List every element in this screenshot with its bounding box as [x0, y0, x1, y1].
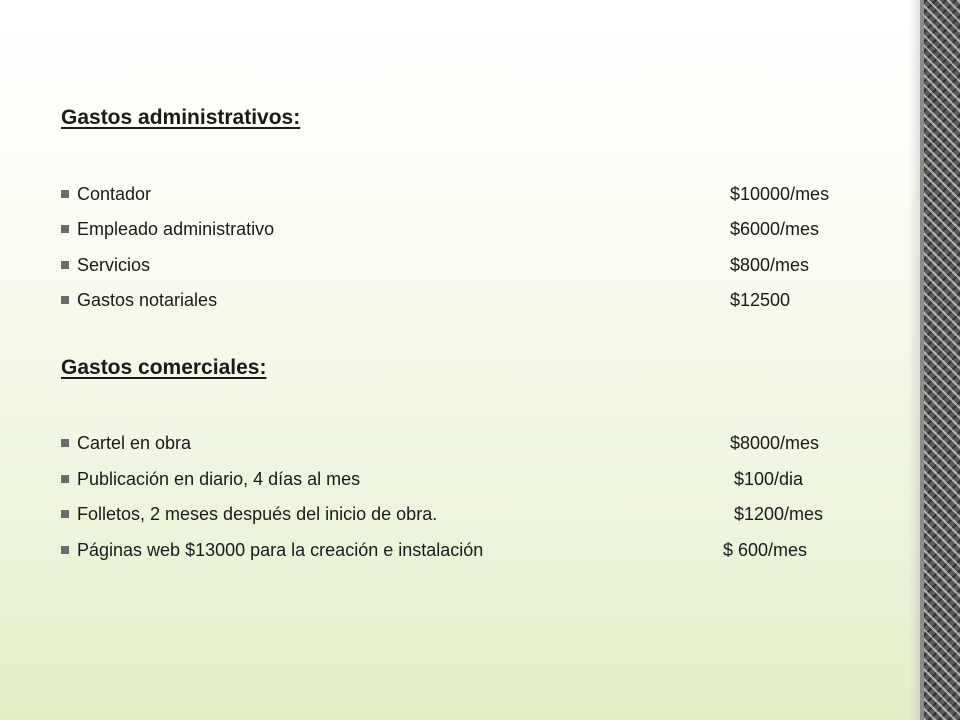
list-item: [61, 216, 861, 242]
item-value: $10000/mes: [730, 184, 830, 204]
list-item: [61, 181, 861, 207]
item-label: Cartel en obra: [77, 433, 192, 453]
square-bullet-icon: [61, 190, 69, 198]
square-bullet-icon: [61, 261, 69, 269]
item-value: $6000/mes: [730, 219, 820, 239]
item-label: Contador: [77, 184, 152, 204]
square-bullet-icon: [61, 296, 69, 304]
list-item: [61, 287, 861, 313]
section-heading-administrativos: Gastos administrativos:: [61, 106, 301, 129]
list-item: [61, 430, 861, 456]
square-bullet-icon: [61, 546, 69, 554]
item-label: Páginas web $13000 para la creación e instalación: [77, 540, 484, 560]
square-bullet-icon: [61, 439, 69, 447]
item-value: $12500: [730, 290, 791, 310]
list-item: [61, 501, 861, 527]
square-bullet-icon: [61, 475, 69, 483]
item-label: Empleado administrativo: [77, 219, 275, 239]
square-bullet-icon: [61, 225, 69, 233]
item-value: $800/mes: [730, 255, 810, 275]
item-label: Publicación en diario, 4 días al mes: [77, 469, 361, 489]
decorative-edge-pattern: [920, 0, 960, 720]
item-label: Folletos, 2 meses después del inicio de obra.: [77, 504, 438, 524]
item-label: Servicios: [77, 255, 151, 275]
square-bullet-icon: [61, 510, 69, 518]
item-label: Gastos notariales: [77, 290, 218, 310]
item-value: $100/dia: [734, 469, 804, 489]
list-item: [61, 537, 861, 563]
item-value: $1200/mes: [734, 504, 824, 524]
item-value: $8000/mes: [730, 433, 820, 453]
list-item: [61, 252, 861, 278]
section-heading-comerciales: Gastos comerciales:: [61, 356, 267, 379]
item-value: $ 600/mes: [723, 540, 808, 560]
list-item: [61, 466, 861, 492]
